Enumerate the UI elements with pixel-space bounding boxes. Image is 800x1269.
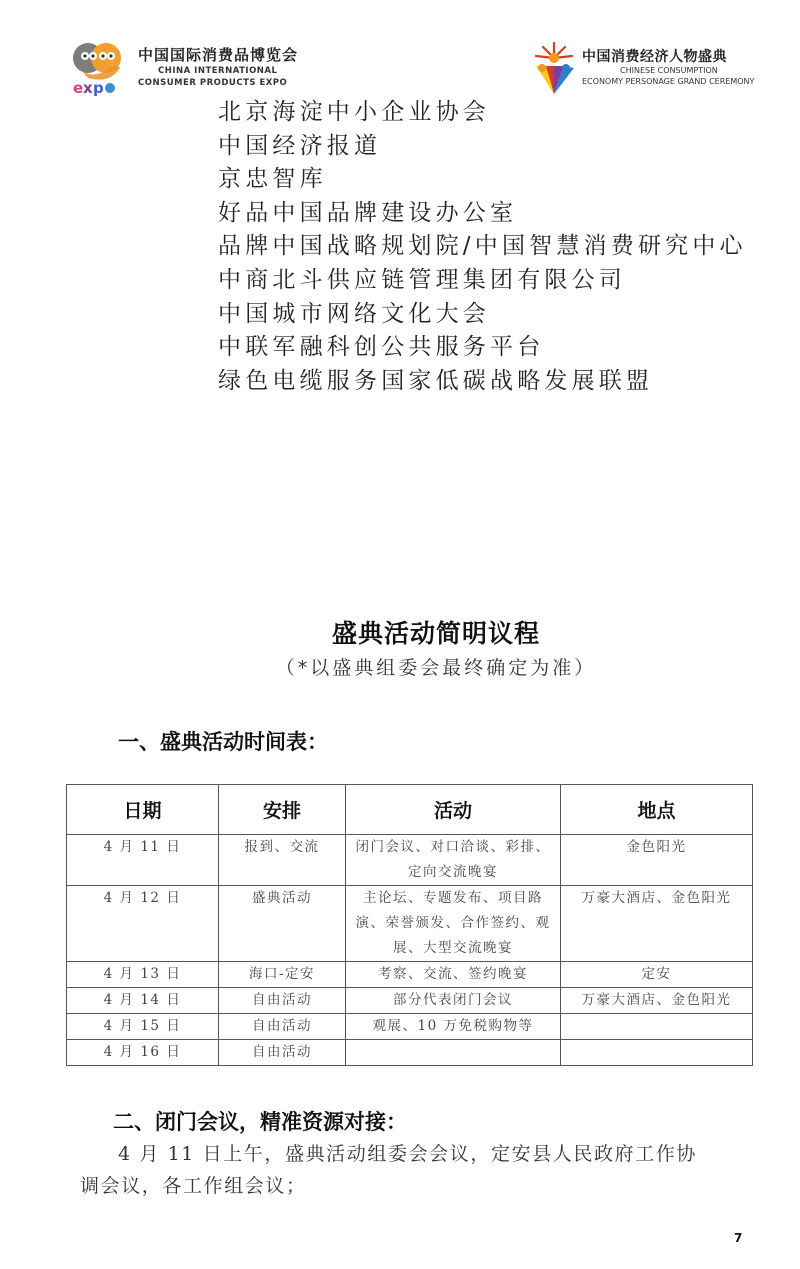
organization-item: 品牌中国战略规划院/中国智慧消费研究中心 (218, 233, 747, 260)
schedule-table (66, 784, 753, 1066)
svg-text:e: e (73, 79, 84, 96)
cell-date: 4 月 16 日 (67, 1040, 219, 1066)
organization-item: 京忠智库 (218, 166, 327, 193)
section-heading-schedule: 一、盛典活动时间表： (118, 730, 328, 754)
cell-arrangement: 海口-定安 (219, 962, 346, 988)
section2-paragraph-line1: 4 月 11 日上午，盛典活动组委会会议，定安县人民政府工作协 (118, 1143, 697, 1165)
cell-activity: 观展、10 万免税购物等 (346, 1014, 561, 1040)
expo-name-cn: 中国国际消费品博览会 (138, 46, 299, 64)
svg-text:p: p (93, 79, 104, 96)
cell-location (561, 1040, 753, 1066)
column-header-location: 地点 (561, 785, 753, 835)
agenda-title: 盛典活动简明议程 (331, 619, 540, 648)
column-header-activity: 活动 (346, 785, 561, 835)
expo-name-en-line1: CHINA INTERNATIONAL (158, 66, 278, 76)
column-header-date: 日期 (67, 785, 219, 835)
cell-activity: 闭门会议、对口洽谈、彩排、定向交流晚宴 (346, 835, 561, 886)
table-row (67, 962, 753, 988)
ceremony-name-en-line2: ECONOMY PERSONAGE GRAND CEREMONY (582, 77, 755, 86)
cell-date: 4 月 12 日 (67, 886, 219, 962)
cell-location: 金色阳光 (561, 835, 753, 886)
cell-date: 4 月 11 日 (67, 835, 219, 886)
organization-list (218, 96, 747, 398)
page-number: 7 (734, 1231, 743, 1245)
cell-arrangement: 自由活动 (219, 1040, 346, 1066)
cell-date: 4 月 14 日 (67, 988, 219, 1014)
organization-item: 北京海淀中小企业协会 (218, 99, 490, 125)
expo-monkeys-logo-icon (70, 38, 126, 96)
cell-location (561, 1014, 753, 1040)
section2-paragraph-line2: 调会议，各工作组会议； (80, 1175, 307, 1197)
consumption-economy-ceremony-logo (530, 40, 770, 96)
cell-arrangement: 自由活动 (219, 988, 346, 1014)
agenda-subtitle: （*以盛典组委会最终确定为准） (275, 657, 597, 679)
table-row (67, 1040, 753, 1066)
table-row (67, 835, 753, 886)
cell-activity (346, 1040, 561, 1066)
cell-arrangement: 自由活动 (219, 1014, 346, 1040)
cell-location: 定安 (561, 962, 753, 988)
cell-activity: 部分代表闭门会议 (346, 988, 561, 1014)
table-header-row (67, 785, 753, 835)
ceremony-name-cn: 中国消费经济人物盛典 (582, 49, 727, 65)
table-row (67, 988, 753, 1014)
organization-item: 绿色电缆服务国家低碳战略发展联盟 (218, 367, 654, 394)
cell-location: 万豪大酒店、金色阳光 (561, 988, 753, 1014)
organization-item: 中国经济报道 (218, 132, 382, 159)
table-row (67, 886, 753, 962)
fireworks-people-logo-icon (530, 40, 586, 96)
cell-arrangement: 报到、交流 (219, 835, 346, 886)
table-row (67, 1014, 753, 1040)
cell-date: 4 月 15 日 (67, 1014, 219, 1040)
organization-item: 好品中国品牌建设办公室 (218, 199, 518, 226)
organization-item: 中联军融科创公共服务平台 (218, 334, 545, 361)
organization-item: 中国城市网络文化大会 (218, 300, 490, 327)
svg-text:x: x (83, 79, 93, 96)
expo-name-en-line2: CONSUMER PRODUCTS EXPO (138, 78, 288, 88)
cell-arrangement: 盛典活动 (219, 886, 346, 962)
section-heading-closed-meeting: 二、闭门会议，精准资源对接： (113, 1110, 407, 1134)
cell-location: 万豪大酒店、金色阳光 (561, 886, 753, 962)
cell-activity: 考察、交流、签约晚宴 (346, 962, 561, 988)
ceremony-name-en-line1: CHINESE CONSUMPTION (620, 66, 718, 75)
cell-date: 4 月 13 日 (67, 962, 219, 988)
column-header-arrangement: 安排 (219, 785, 346, 835)
china-consumer-products-expo-logo (70, 38, 310, 98)
cell-activity: 主论坛、专题发布、项目路演、荣誉颁发、合作签约、观展、大型交流晚宴 (346, 886, 561, 962)
organization-item: 中商北斗供应链管理集团有限公司 (218, 266, 626, 293)
